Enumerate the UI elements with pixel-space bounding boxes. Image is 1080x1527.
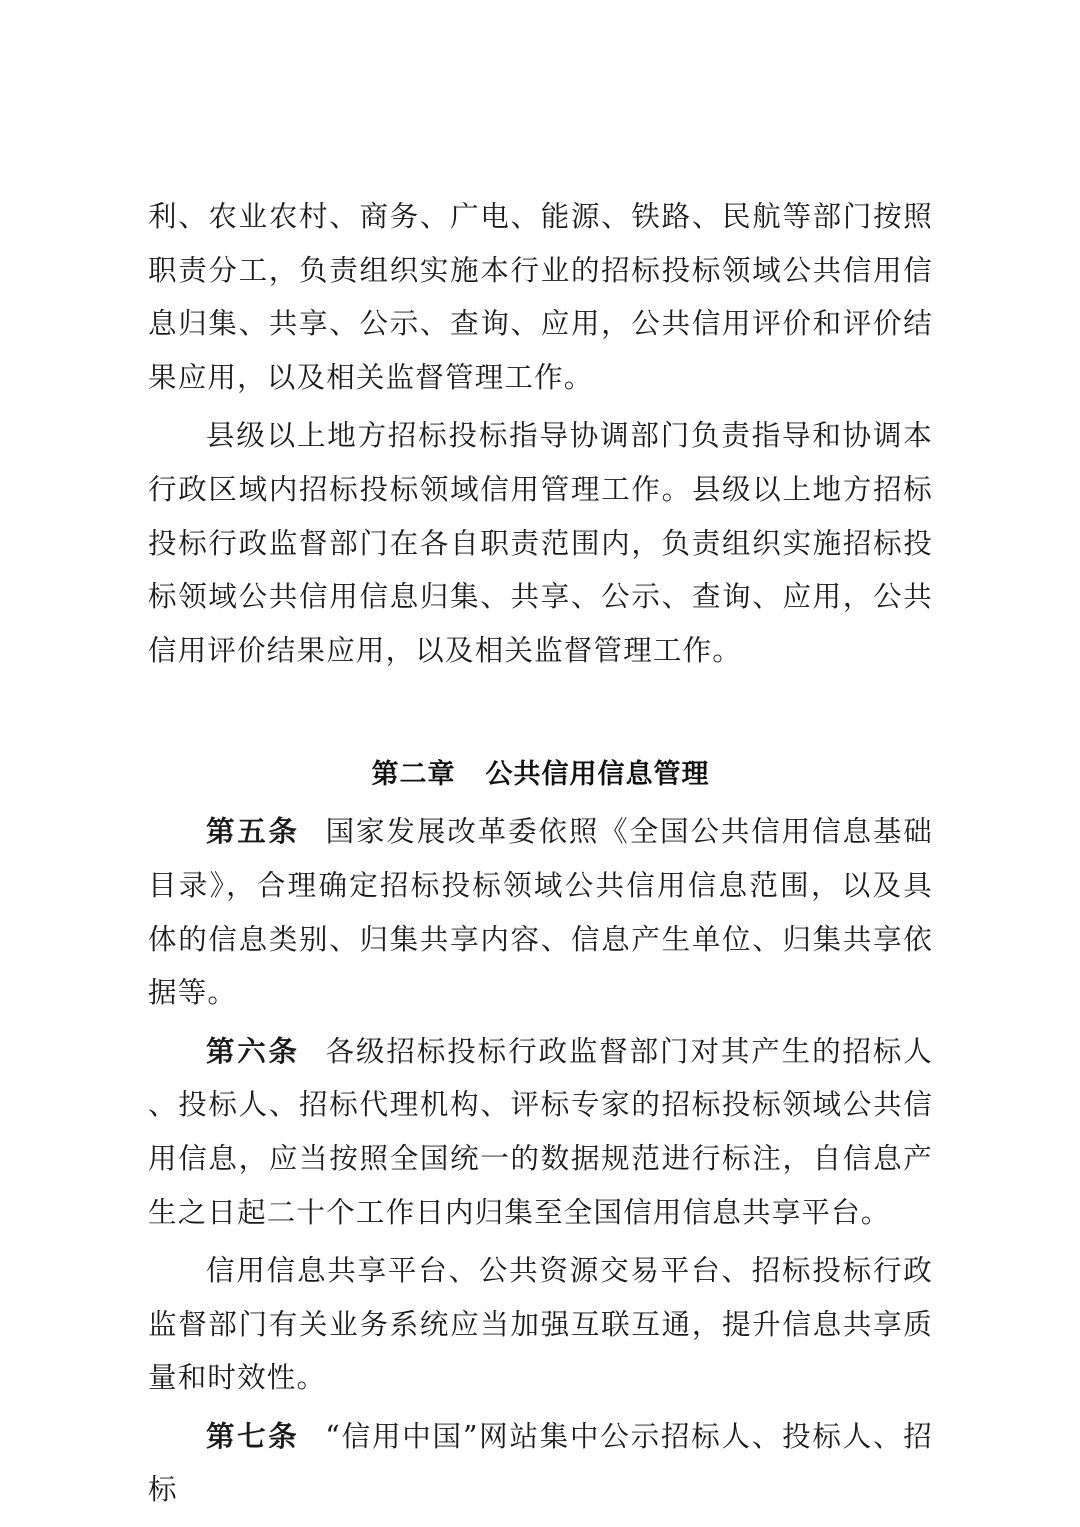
article-7-text: “信用中国”网站集中公示招标人、投标人、招标 [148, 1419, 933, 1507]
article-7 [148, 1410, 933, 1517]
chapter-heading [148, 745, 933, 805]
chapter-title: 公共信用信息管理 [485, 759, 710, 791]
article-7-number: 第七条 [206, 1419, 300, 1453]
article-6-number: 第六条 [206, 1034, 300, 1068]
article-6-paragraph-2: 信用信息共享平台、公共资源交易平台、招标投标行政监督部门有关业务系统应当加强互联互通，提升信息共享质量和时效性。 [148, 1254, 933, 1395]
article-5-text: 国家发展改革委依照《全国公共信用信息基础目录》，合理确定招标投标领域公共信用信息范围，以及具体的信息类别、归集共享内容、信息产生单位、归集共享依据等。 [148, 815, 933, 1010]
document-page [148, 190, 933, 1517]
paragraph-continued: 利、农业农村、商务、广电、能源、铁路、民航等部门按照职责分工，负责组织实施本行业的招标投标领域公共信用信息归集、共享、公示、查询、应用，公共信用评价和评价结果应用，以及相关监督管理工作。 [148, 200, 933, 394]
paragraph-county-level: 县级以上地方招标投标指导协调部门负责指导和协调本行政区域内招标投标领域信用管理工作。县级以上地方招标投标行政监督部门在各自职责范围内，负责组织实施招标投标领域公共信用信息归集、共享、公示、查询、应用，公共信用评价结果应用，以及相关监督管理工作。 [148, 419, 933, 667]
article-5-number: 第五条 [206, 815, 300, 849]
article-6 [148, 1025, 933, 1239]
chapter-number: 第二章 [371, 759, 456, 791]
article-6-text: 各级招标投标行政监督部门对其产生的招标人、投标人、招标代理机构、评标专家的招标投标领域公共信用信息，应当按照全国统一的数据规范进行标注，自信息产生之日起二十个工作日内归集至全国信用信息共享平台。 [148, 1034, 933, 1229]
article-5 [148, 805, 933, 1019]
